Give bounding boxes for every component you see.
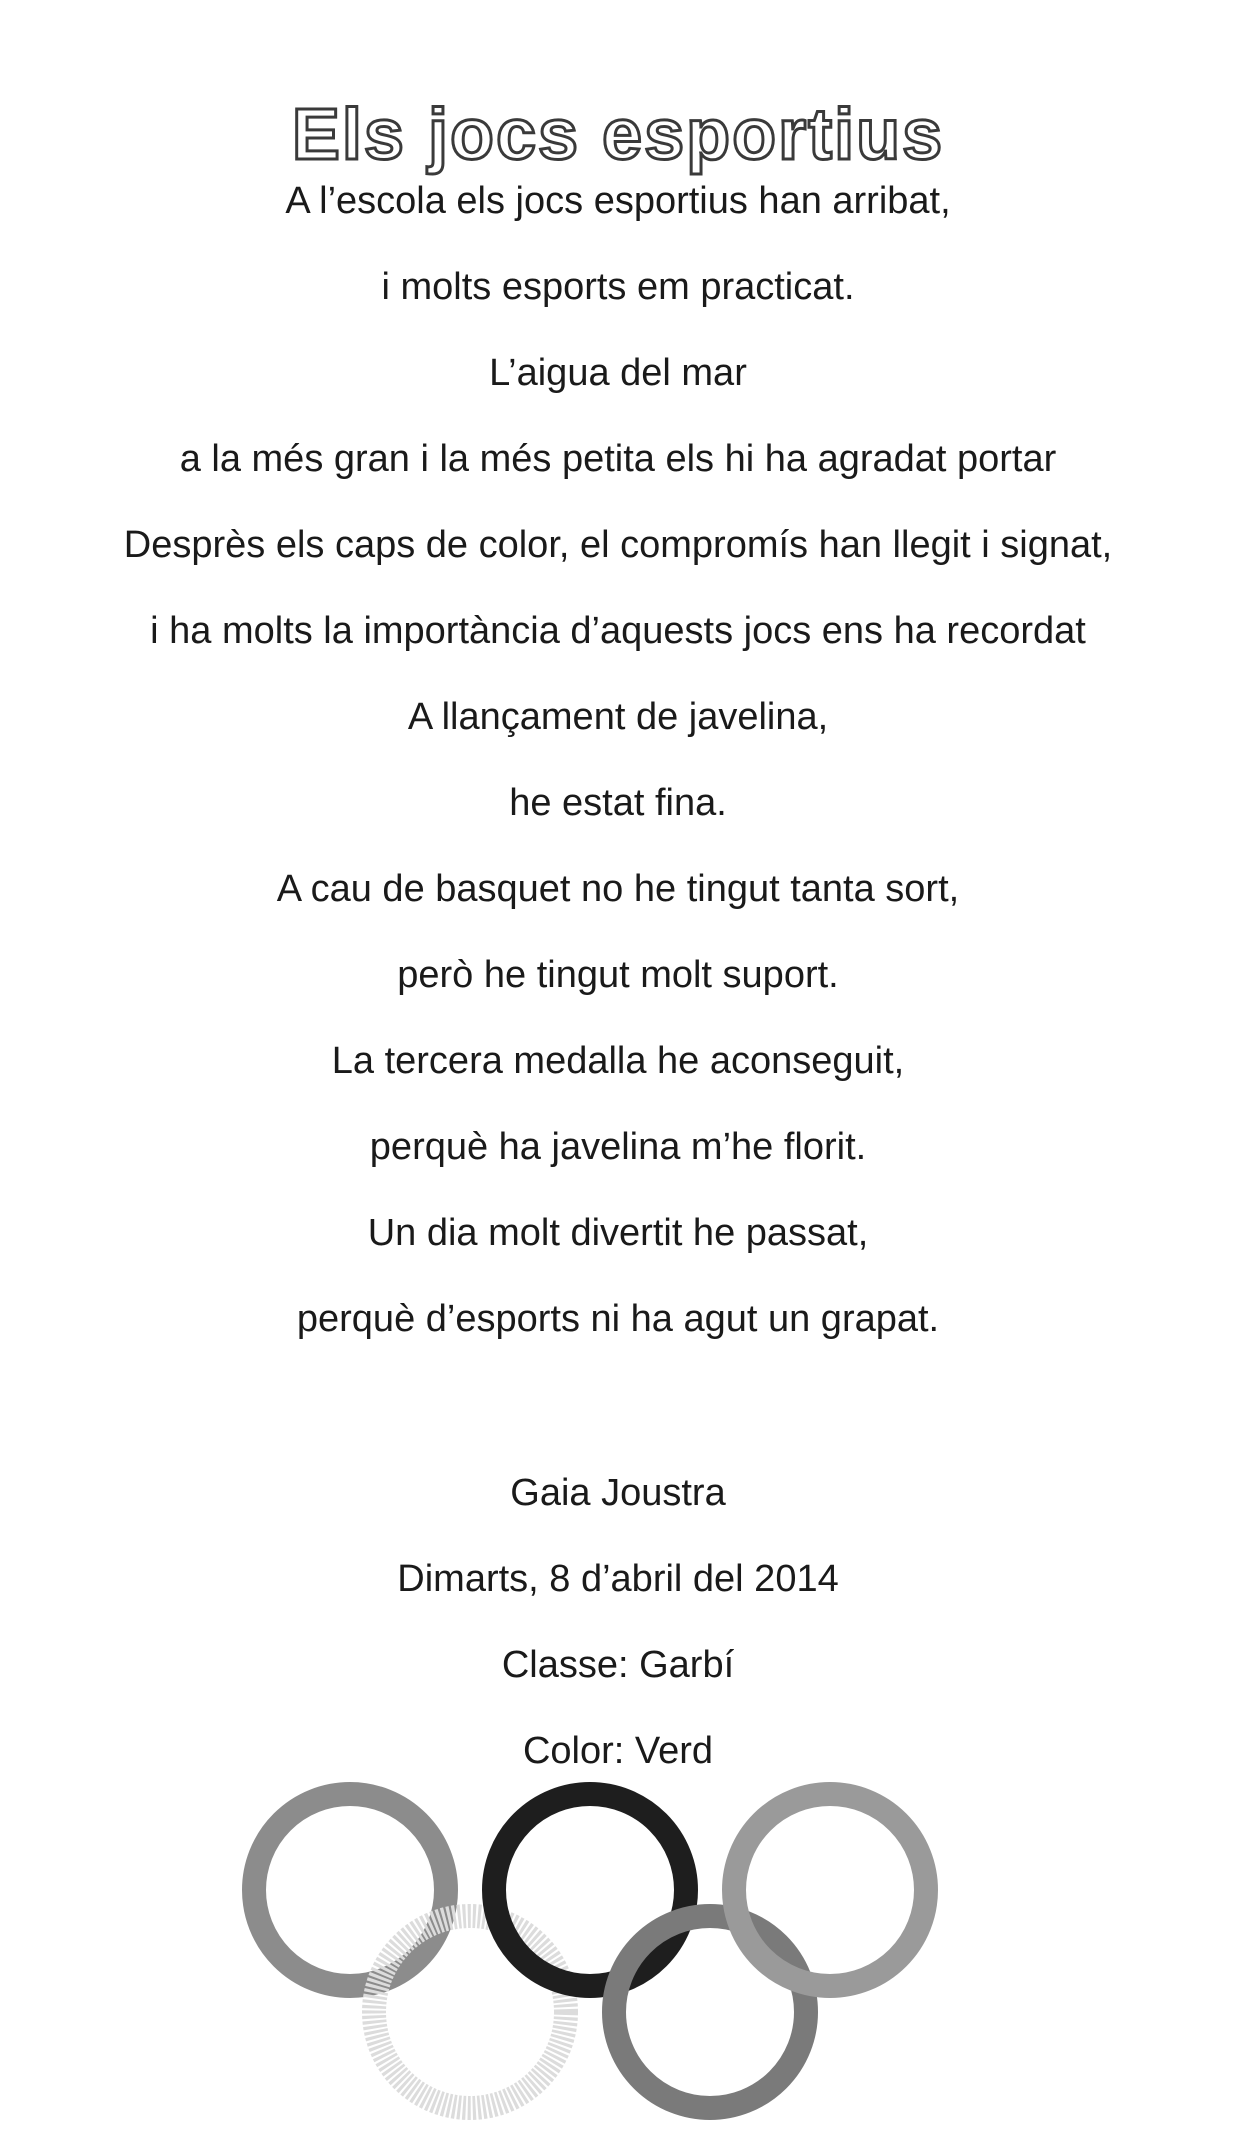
poem-line: Un dia molt divertit he passat, [367, 1212, 869, 1254]
author-name: Gaia Joustra [510, 1472, 726, 1514]
ring-right [734, 1794, 926, 1986]
poem-line: A l’escola els jocs esportius han arribat, [285, 180, 951, 222]
poem-line: a la més gran i la més petita els hi ha agradat portar [179, 438, 1057, 480]
date-line: Dimarts, 8 d’abril del 2014 [397, 1558, 839, 1600]
poem-line: A cau de basquet no he tingut tanta sort, [276, 868, 960, 910]
poem-line: i molts esports em practicat. [381, 266, 855, 308]
ring-bottom-left [374, 1916, 566, 2108]
poem-line: però he tingut molt suport. [397, 954, 839, 996]
poem-line: L’aigua del mar [489, 352, 747, 394]
poem-line: perquè ha javelina m’he florit. [369, 1126, 867, 1168]
document-title: Els jocs esportius [291, 95, 945, 176]
class-line: Classe: Garbí [501, 1644, 735, 1686]
poem [0, 158, 1236, 1362]
poem-line: perquè d’esports ni ha agut un grapat. [296, 1298, 940, 1340]
ring-center [494, 1794, 686, 1986]
poem-line: he estat fina. [509, 782, 727, 824]
color-line: Color: Verd [522, 1730, 714, 1772]
poem-line: i ha molts la importància d’aquests jocs ens ha recordat [150, 610, 1086, 652]
poem-line: La tercera medalla he aconseguit, [331, 1040, 905, 1082]
ring-bottom-right [614, 1916, 806, 2108]
poem-line: Desprès els caps de color, el compromís han llegit i signat, [123, 524, 1113, 566]
signature-block [0, 1450, 1236, 1794]
olympic-rings-icon [240, 1778, 940, 2152]
poem-line: A llançament de javelina, [407, 696, 829, 738]
ring-left [254, 1794, 446, 1986]
